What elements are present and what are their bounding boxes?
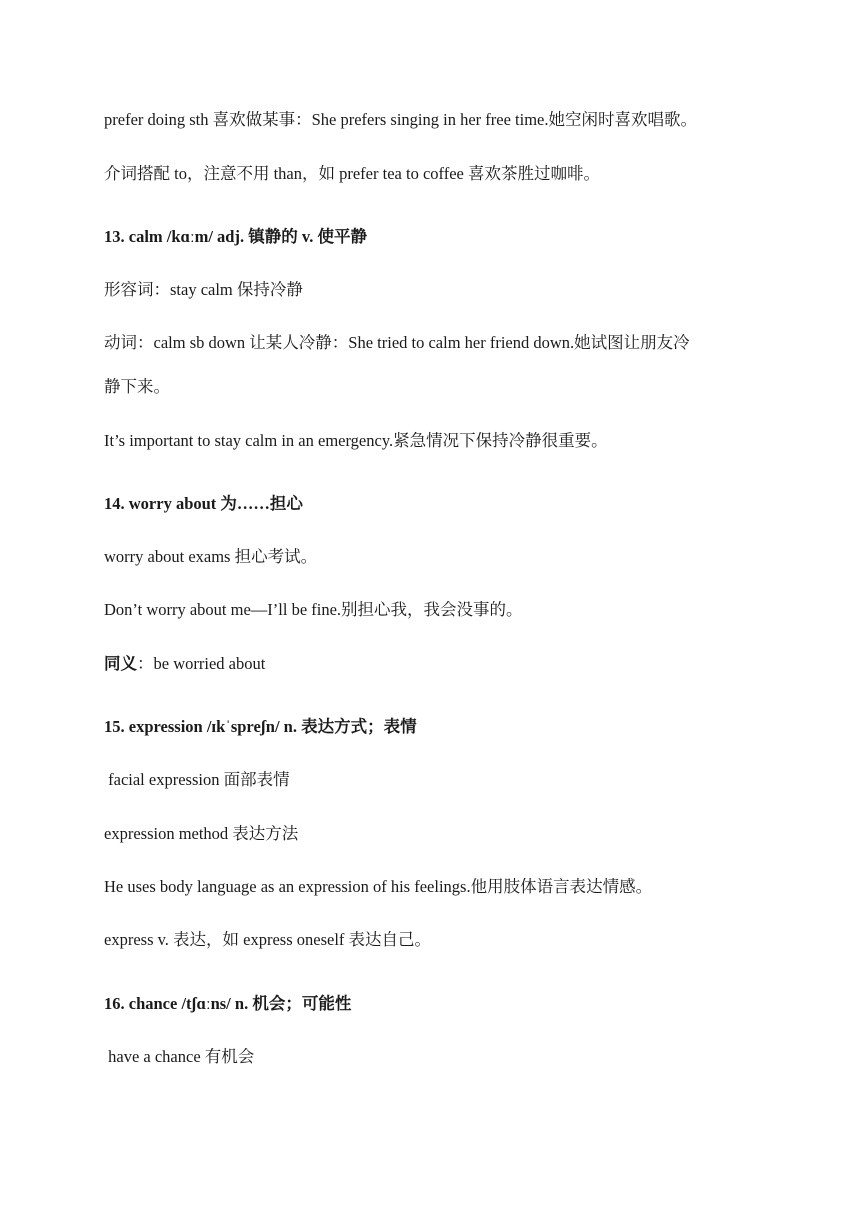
synonym-line: [104, 653, 764, 675]
text-line: facial expression 面部表情: [104, 770, 290, 789]
text-line: 介词搭配 to，注意不用 than，如 prefer tea to coffee 喜欢茶胜过咖啡。: [104, 164, 600, 183]
section-heading-16: 16. chance /tʃɑːns/ n. 机会；可能性: [104, 994, 352, 1013]
text-line: worry about exams 担心考试。: [104, 547, 318, 566]
section-heading-14: 14. worry about 为……担心: [104, 494, 303, 513]
section-heading-13: 13. calm /kɑːm/ adj. 镇静的 v. 使平静: [104, 227, 367, 246]
synonym-label: 同义: [104, 654, 137, 673]
text-line: 静下来。: [104, 377, 170, 396]
text-line: 形容词：stay calm 保持冷静: [104, 280, 303, 299]
text-line: He uses body language as an expression of his feelings.他用肢体语言表达情感。: [104, 877, 653, 896]
text-line: have a chance 有机会: [104, 1047, 255, 1066]
text-line: prefer doing sth 喜欢做某事：She prefers singing in her free time.她空闲时喜欢唱歌。: [104, 110, 697, 129]
text-line: Don’t worry about me—I’ll be fine.别担心我，我会没事的。: [104, 600, 523, 619]
text-line: It’s important to stay calm in an emergency.紧急情况下保持冷静很重要。: [104, 431, 608, 450]
text-line: expression method 表达方法: [104, 824, 299, 843]
synonym-text: be worried about: [153, 654, 266, 673]
section-heading-15: 15. expression /ɪkˈspreʃn/ n. 表达方式；表情: [104, 717, 417, 736]
synonym-separator: ：: [137, 654, 154, 673]
text-line: express v. 表达，如 express oneself 表达自己。: [104, 930, 432, 949]
text-line: 动词：calm sb down 让某人冷静：She tried to calm her friend down.她试图让朋友冷: [104, 333, 690, 352]
